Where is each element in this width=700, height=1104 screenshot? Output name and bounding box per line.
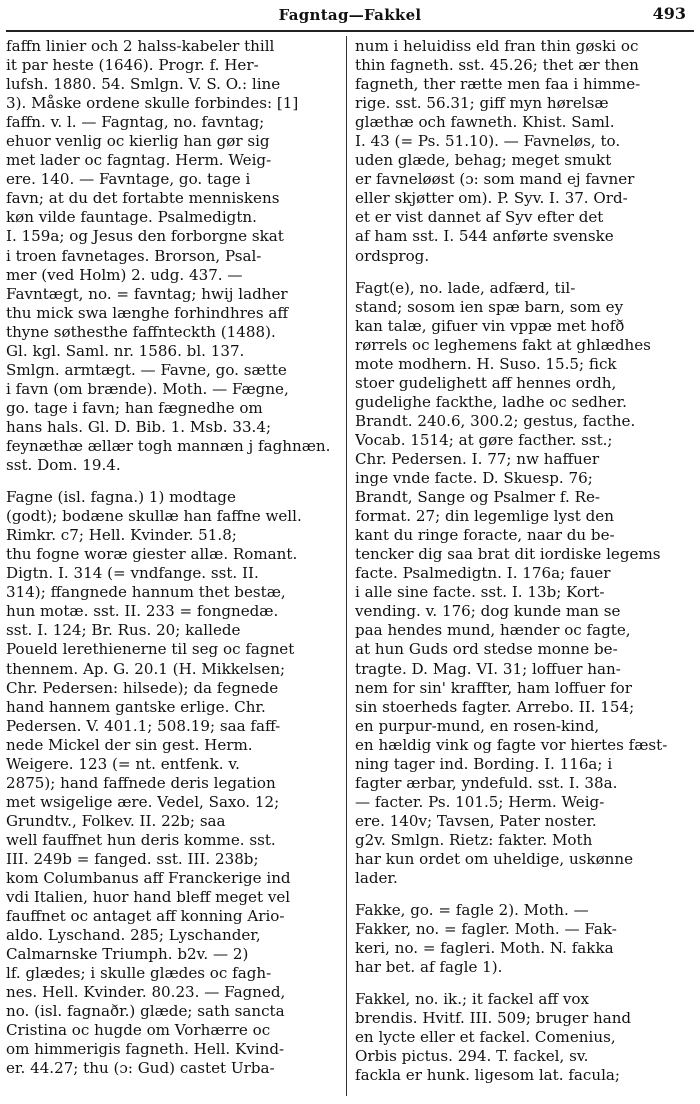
text-line: met lader oc fagntag. Herm. Weig- [6, 151, 272, 170]
text-line: kant du ringe foracte, naar du be- [355, 526, 615, 545]
text-line: vending. v. 176; dog kunde man se [355, 602, 621, 621]
text-line: g2v. Smlgn. Rietz: fakter. Moth [355, 830, 593, 849]
text-line: sst. Dom. 19.4. [6, 456, 121, 475]
text-line: num i heluidiss eld fran thin gøski oc [355, 37, 639, 55]
text-line: nes. Hell. Kvinder. 80.23. — Fagned, [6, 983, 286, 1002]
text-line: lufsh. 1880. 54. Smlgn. V. S. O.: line [6, 75, 281, 94]
text-line: fagter ærbar, yndefuld. sst. I. 38a. [355, 773, 618, 792]
text-line: Brandt, Sange og Psalmer f. Re- [355, 488, 600, 507]
text-line: feynæthæ ællær togh mannæn j faghnæn. [6, 436, 331, 455]
entry-block [6, 488, 339, 1078]
text-line: Gl. kgl. Saml. nr. 1586. bl. 137. [6, 341, 245, 360]
text-line: ordsprog. [355, 246, 430, 265]
text-line: thennem. Ap. G. 20.1 (H. Mikkelsen; [6, 659, 286, 678]
text-line: er favneløøst (ɔ: som mand ej favner [355, 170, 635, 189]
text-line: Fakker, no. = fagler. Moth. — Fak- [355, 920, 617, 939]
text-line: III. 249b = fanged. sst. III. 238b; [6, 849, 259, 868]
entry-gap [6, 475, 339, 488]
text-line: i alle sine facte. sst. I. 13b; Kort- [355, 583, 605, 602]
text-line: en purpur-mund, en rosen-kind, [355, 716, 600, 735]
text-line: format. 27; din legemlige lyst den [355, 507, 614, 526]
text-line: rige. sst. 56.31; giff myn hørelsæ [355, 94, 609, 113]
text-line: vdi Italien, huor hand bleff meget vel [6, 888, 291, 907]
text-line: fagneth, ther rætte men faa i himme- [355, 75, 641, 94]
text-line: hun motæ. sst. II. 233 = fongnedæ. [6, 602, 279, 621]
text-line: sin stoerheds fagter. Arrebo. II. 154; [355, 697, 635, 716]
text-line: Grundtv., Folkev. II. 22b; saa [6, 811, 226, 830]
text-line: en hældig vink og fagte vor hiertes fæst- [355, 735, 668, 754]
text-line: en lycte eller et fackel. Comenius, [355, 1028, 616, 1047]
page-number: 493 [652, 4, 686, 23]
text-line: ere. 140v; Tavsen, Pater noster. [355, 811, 597, 830]
text-line: i favn (om brænde). Moth. — Fægne, [6, 379, 289, 398]
text-line: I. 159a; og Jesus den forborgne skat [6, 227, 284, 246]
text-line: sst. I. 124; Br. Rus. 20; kallede [6, 621, 241, 640]
running-head-title: Fagntag—Fakkel [278, 6, 422, 24]
text-line: et er vist dannet af Syv efter det [355, 208, 604, 227]
text-line: Smlgn. armtægt. — Favne, go. sætte [6, 360, 287, 379]
text-line: faffn. v. l. — Fagntag, no. favntag; [6, 113, 265, 132]
entry-gap [355, 888, 690, 901]
text-line: (godt); bodæne skullæ han faffne well. [6, 507, 302, 526]
text-line: Calmarnske Triumph. b2v. — 2) [6, 945, 249, 964]
text-line: ere. 140. — Favntage, go. tage i [6, 170, 251, 189]
text-line: lader. [355, 869, 398, 888]
text-line: favn; at du det fortabte menniskens [6, 189, 280, 208]
text-line: fauffnet oc antaget aff konning Ario- [6, 907, 285, 926]
entry-block [355, 279, 690, 889]
text-line: 2875); hand faffnede deris legation [6, 773, 276, 792]
text-line: uden glæde, behag; meget smukt [355, 151, 612, 170]
text-line: no. (isl. fagnaðr.) glæde; sath sancta [6, 1002, 285, 1021]
text-line: ehuor venlig oc kierlig han gør sig [6, 132, 270, 151]
text-line: køn vilde fauntage. Psalmedigtn. [6, 208, 257, 227]
text-line: stoer gudelighett aff hennes ordh, [355, 373, 617, 392]
column-divider [346, 36, 347, 1096]
entry-block [355, 901, 690, 977]
text-line: well fauffnet hun deris komme. sst. [6, 830, 276, 849]
text-line: it par heste (1646). Progr. f. Her- [6, 56, 259, 75]
text-line: Orbis pictus. 294. T. fackel, sv. [355, 1047, 589, 1066]
text-line: Fakkel, no. ik.; it fackel aff vox [355, 990, 589, 1009]
text-line: 3). Måske ordene skulle forbindes: [1] [6, 94, 299, 113]
text-line: Brandt. 240.6, 300.2; gestus, facthe. [355, 411, 636, 430]
text-line: thyne søthesthe faffnteckth (1488). [6, 322, 276, 341]
entry-block [355, 990, 690, 1085]
text-line: brendis. Hvitf. III. 509; bruger hand [355, 1009, 632, 1028]
text-line: eller skjøtter om). P. Syv. I. 37. Ord- [355, 189, 628, 208]
text-line: Pedersen. V. 401.1; 508.19; saa faff- [6, 716, 281, 735]
text-line: Fagt(e), no. lade, adfærd, til- [355, 278, 576, 297]
text-line: hans hals. Gl. D. Bib. 1. Msb. 33.4; [6, 417, 272, 436]
text-line: stand; sosom ien spæ barn, som ey [355, 297, 624, 316]
text-line: har bet. af fagle 1). [355, 958, 503, 977]
text-line: I. 43 (= Ps. 51.10). — Favneløs, to. [355, 132, 621, 151]
text-line: aldo. Lyschand. 285; Lyschander, [6, 926, 261, 945]
right-column [355, 37, 690, 1085]
text-line: go. tage i favn; han fægnedhe om [6, 398, 263, 417]
text-line: tragte. D. Mag. VI. 31; loffuer han- [355, 659, 621, 678]
text-line: — facter. Ps. 101.5; Herm. Weig- [355, 792, 605, 811]
text-line: thin fagneth. sst. 45.26; thet ær then [355, 56, 639, 75]
text-line: om himmerigis fagneth. Hell. Kvind- [6, 1040, 285, 1059]
text-line: kan talæ, gifuer vin vppæ met hofð [355, 316, 625, 335]
text-line: tencker dig saa brat dit iordiske legems [355, 545, 661, 564]
text-line: nede Mickel der sin gest. Herm. [6, 735, 253, 754]
text-line: facte. Psalmedigtn. I. 176a; fauer [355, 564, 611, 583]
text-line: Vocab. 1514; at gøre facther. sst.; [355, 430, 613, 449]
text-line: met wsigelige ære. Vedel, Saxo. 12; [6, 792, 280, 811]
text-line: hand hannem gantske erlige. Chr. [6, 697, 266, 716]
header-rule [6, 30, 694, 32]
entry-gap [355, 266, 690, 279]
text-line: paa hendes mund, hænder oc fagte, [355, 621, 631, 640]
text-line: i troen favnetages. Brorson, Psal- [6, 246, 262, 265]
text-line: keri, no. = fagleri. Moth. N. fakka [355, 939, 614, 958]
text-line: er. 44.27; thu (ɔ: Gud) castet Urba- [6, 1059, 275, 1078]
text-line: at hun Guds ord stedse monne be- [355, 640, 618, 659]
text-line: Rimkr. c7; Hell. Kvinder. 51.8; [6, 526, 237, 545]
text-line: gudelighe fackthe, ladhe oc sedher. [355, 392, 627, 411]
text-line: inge vnde facte. D. Skuesp. 76; [355, 469, 593, 488]
text-line: lf. glædes; i skulle glædes oc fagh- [6, 964, 272, 983]
text-line: glæthæ och fawneth. Khist. Saml. [355, 113, 615, 132]
text-line: Digtn. I. 314 (= vndfange. sst. II. [6, 564, 259, 583]
text-line: kom Columbanus aff Franckerige ind [6, 869, 291, 888]
text-line: 314); ffangnede hannum thet bestæ, [6, 583, 286, 602]
text-line: Poueld lerethienerne til seg oc fagnet [6, 640, 295, 659]
text-line: Favntægt, no. = favntag; hwij ladher [6, 284, 288, 303]
entry-block [6, 37, 339, 475]
text-line: Chr. Pedersen: hilsede); da fegnede [6, 678, 279, 697]
text-line: Chr. Pedersen. I. 77; nw haffuer [355, 449, 600, 468]
text-line: mer (ved Holm) 2. udg. 437. — [6, 265, 243, 284]
text-line: har kun ordet om uheldige, uskønne [355, 849, 634, 868]
entry-gap [355, 977, 690, 990]
text-line: Cristina oc hugde om Vorhærre oc [6, 1021, 271, 1040]
text-line: fackla er hunk. ligesom lat. facula; [355, 1066, 621, 1085]
text-line: Weigere. 123 (= nt. entfenk. v. [6, 754, 240, 773]
text-line: thu fogne woræ giester allæ. Romant. [6, 545, 298, 564]
text-line: af ham sst. I. 544 anførte svenske [355, 227, 614, 246]
text-line: Fagne (isl. fagna.) 1) modtage [6, 488, 236, 507]
text-line: nem for sin' kraffter, ham loffuer for [355, 678, 632, 697]
text-line: thu mick swa længhe forhindhres aff [6, 303, 289, 322]
text-line: mote modhern. H. Suso. 15.5; fick [355, 354, 617, 373]
entry-block [355, 37, 690, 266]
text-line: ning tager ind. Bording. I. 116a; i [355, 754, 613, 773]
text-line: rørrels oc leghemens fakt at ghlædhes [355, 335, 651, 354]
left-column [6, 37, 339, 1079]
text-line: faffn linier och 2 halss-kabeler thill [6, 37, 275, 55]
text-line: Fakke, go. = fagle 2). Moth. — [355, 901, 589, 920]
